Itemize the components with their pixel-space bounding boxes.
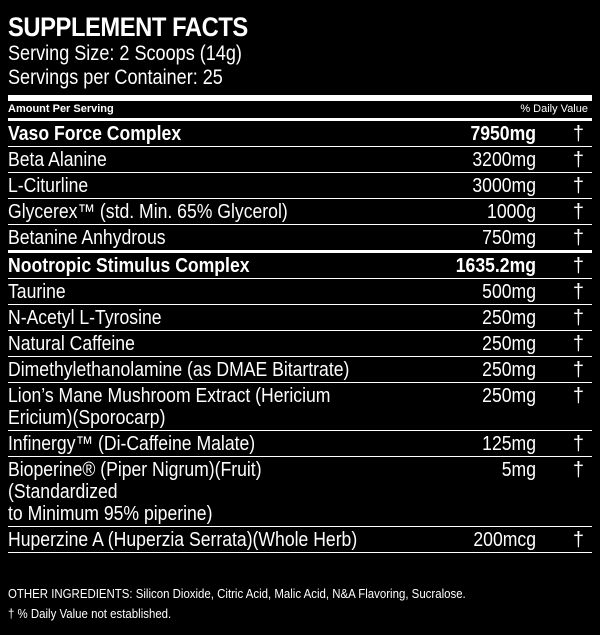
ingredient-name [8,201,367,223]
column-header [8,101,592,118]
dagger-mark: † [572,175,584,197]
dagger-mark: † [572,255,584,277]
ingredient-amount: 250mg [482,385,536,407]
ingredient-amount: 1635.2mg [455,255,536,277]
ingredient-name-line: Ericium)(Sporocarp) [8,407,166,429]
ingredient-name [8,149,367,171]
dagger-mark: † [572,529,584,551]
ingredient-name [8,175,367,197]
ingredient-amount: 250mg [482,307,536,329]
ingredient-name-line: Glycerex™ (std. Min. 65% Glycerol) [8,201,288,223]
ingredient-name-line: Huperzine A (Huperzia Serrata)(Whole Herb) [8,529,358,551]
daily-value-note: † % Daily Value not established. [8,606,172,621]
ingredient-row [8,305,592,330]
dagger-mark: † [572,149,584,171]
dagger-mark: † [572,307,584,329]
ingredient-row [8,279,592,304]
dagger-mark: † [572,201,584,223]
ingredient-amount: 1000g [487,201,536,223]
ingredient-name [8,281,367,303]
ingredient-amount: 5mg [501,459,536,481]
ingredient-name [8,333,367,355]
dagger-mark: † [572,433,584,455]
ingredient-name [8,385,367,429]
ingredient-name-line: Taurine [8,281,66,303]
ingredient-amount: 500mg [482,281,536,303]
ingredient-amount: 750mg [482,227,536,249]
ingredient-amount: 3200mg [472,149,536,171]
ingredient-row [8,457,592,526]
row-divider [8,552,592,553]
complex-row [8,253,592,278]
complex-row [8,121,592,146]
dagger-mark: † [572,359,584,381]
ingredient-amount: 7950mg [470,123,536,145]
ingredient-amount: 125mg [482,433,536,455]
amount-per-serving-label: Amount Per Serving [8,103,114,115]
dagger-mark: † [572,227,584,249]
ingredient-name-line: Lion’s Mane Mushroom Extract (Hericium [8,385,331,407]
footer-notes [8,584,527,624]
ingredient-name [8,459,367,525]
ingredient-name [8,529,367,551]
ingredient-name-line: Dimethylethanolamine (as DMAE Bitartrate) [8,359,350,381]
ingredient-name [8,359,367,381]
ingredient-name [8,255,367,277]
ingredient-row [8,147,592,172]
ingredient-name-line: Betanine Anhydrous [8,227,166,249]
other-ingredients: OTHER INGREDIENTS: Silicon Dioxide, Citric Acid, Malic Acid, N&A Flavoring, Sucralose. [8,586,466,601]
ingredient-row [8,383,592,430]
ingredient-name [8,307,367,329]
ingredient-name-line: N-Acetyl L-Tyrosine [8,307,162,329]
ingredient-row [8,199,592,224]
ingredient-name-line: Natural Caffeine [8,333,135,355]
ingredient-row [8,431,592,456]
dagger-mark: † [572,123,584,145]
ingredient-row [8,173,592,198]
ingredient-amount: 250mg [482,359,536,381]
ingredient-list [8,121,592,553]
ingredient-name-line: Nootropic Stimulus Complex [8,255,250,277]
serving-size: Serving Size: 2 Scoops (14g) [8,42,242,65]
dagger-mark: † [572,333,584,355]
panel-title: SUPPLEMENT FACTS [8,12,248,42]
ingredient-name [8,433,367,455]
dagger-mark: † [572,459,584,481]
ingredient-name-line: L-Citurline [8,175,89,197]
dagger-mark: † [572,281,584,303]
ingredient-row [8,527,592,552]
ingredient-name [8,227,367,249]
ingredient-row [8,225,592,250]
ingredient-name [8,123,367,145]
ingredient-amount: 200mcg [473,529,536,551]
ingredient-row [8,331,592,356]
ingredient-row [8,357,592,382]
ingredient-amount: 3000mg [472,175,536,197]
supplement-facts-panel [8,12,592,553]
daily-value-label: % Daily Value [520,103,588,115]
ingredient-name-line: Infinergy™ (Di-Caffeine Malate) [8,433,256,455]
ingredient-amount: 250mg [482,333,536,355]
ingredient-name-line: Bioperine® (Piper Nigrum)(Fruit)(Standardized [8,459,262,503]
ingredient-name-line: to Minimum 95% piperine) [8,503,213,525]
servings-per-container: Servings per Container: 25 [8,66,223,89]
ingredient-name-line: Beta Alanine [8,149,107,171]
ingredient-name-line: Vaso Force Complex [8,123,182,145]
dagger-mark: † [572,385,584,407]
